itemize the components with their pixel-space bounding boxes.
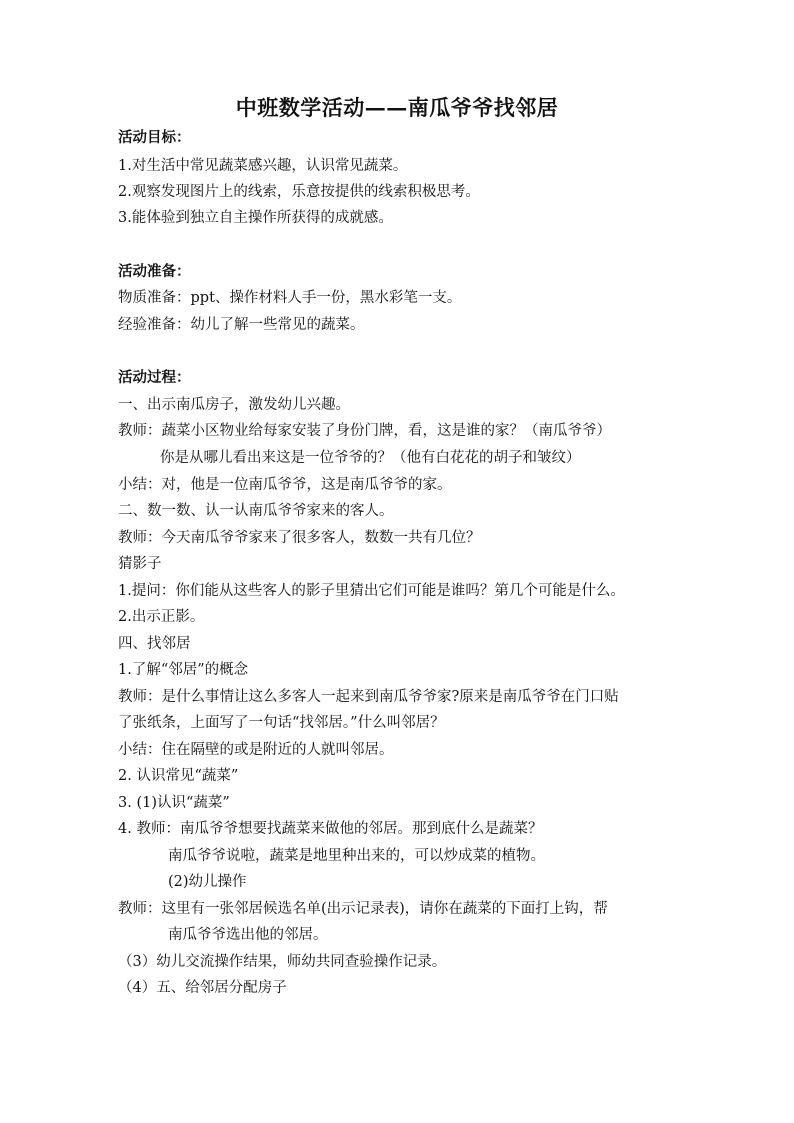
goal-item: 2.观察发现图片上的线索，乐意按提供的线索积极思考。 [118, 184, 480, 200]
process-line: 南瓜爷爷说啦，蔬菜是地里种出来的，可以炒成菜的植物。 [168, 848, 545, 864]
heading-process: 活动过程： [118, 369, 191, 386]
process-line: 1.了解“邻居”的概念 [118, 662, 249, 678]
process-line: 教师：蔬菜小区物业给每家安装了身份门牌，看，这是谁的家？（南瓜爷爷） [118, 423, 611, 439]
process-line: 了张纸条，上面写了一句话“找邻居。”什么叫邻居？ [118, 715, 445, 731]
process-line: 小结：对，他是一位南瓜爷爷，这是南瓜爷爷的家。 [118, 477, 452, 493]
process-line: 1.提问：你们能从这些客人的影子里猜出它们可能是谁吗？第几个可能是什么。 [118, 583, 625, 599]
goal-item: 3.能体验到独立自主操作所获得的成就感。 [118, 210, 393, 226]
process-line: （3）幼儿交流操作结果，师幼共同查验操作记录。 [118, 954, 447, 970]
preparation-item: 物质准备：ppt、操作材料人手一份，黑水彩笔一支。 [118, 290, 462, 306]
preparation-item: 经验准备：幼儿了解一些常见的蔬菜。 [118, 317, 365, 333]
heading-preparation: 活动准备： [118, 263, 191, 280]
process-line: 你是从哪儿看出来这是一位爷爷的？（他有白花花的胡子和皱纹） [160, 450, 581, 466]
process-line: 教师：今天南瓜爷爷家来了很多客人，数数一共有几位？ [118, 530, 481, 546]
process-line: 3. (1)认识“蔬菜” [118, 795, 230, 811]
process-line: 小结：住在隔壁的或是附近的人就叫邻居。 [118, 742, 394, 758]
process-line: 猜影子 [118, 556, 162, 572]
heading-goals: 活动目标： [118, 129, 191, 146]
process-line: 二、数一数、认一认南瓜爷爷家来的客人。 [118, 503, 394, 519]
process-line: 4. 教师：南瓜爷爷想要找蔬菜来做他的邻居。那到底什么是蔬菜？ [118, 821, 543, 837]
process-line: 2. 认识常见“蔬菜” [118, 768, 239, 784]
process-line: 一、出示南瓜房子，激发幼儿兴趣。 [118, 397, 350, 413]
process-line: 2.出示正影。 [118, 609, 205, 625]
process-line: 教师：这里有一张邻居候选名单(出示记录表)，请你在蔬菜的下面打上钩，帮 [118, 901, 608, 917]
process-line: (2)幼儿操作 [168, 874, 247, 890]
process-line: 南瓜爷爷选出他的邻居。 [168, 927, 328, 943]
process-line: 四、找邻居 [118, 636, 191, 652]
goal-item: 1.对生活中常见蔬菜感兴趣，认识常见蔬菜。 [118, 158, 408, 174]
process-line: 教师：是什么事情让这么多客人一起来到南瓜爷爷家?原来是南瓜爷爷在门口贴 [118, 689, 619, 705]
document-title: 中班数学活动——南瓜爷爷找邻居 [235, 95, 559, 120]
process-line: （4）五、给邻居分配房子 [118, 980, 287, 996]
